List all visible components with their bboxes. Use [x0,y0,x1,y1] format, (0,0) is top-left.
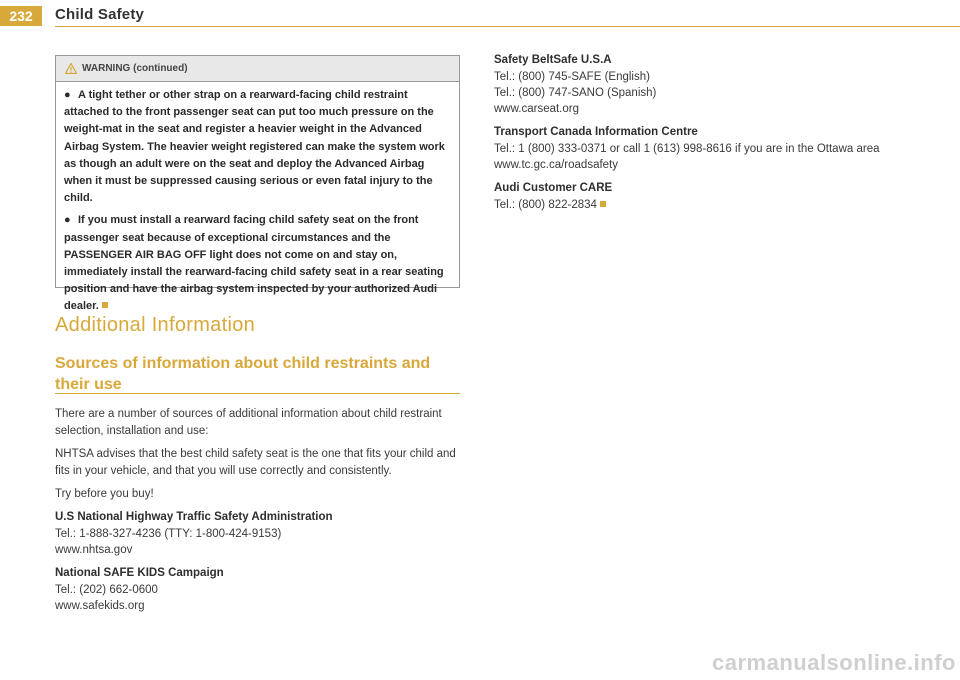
end-of-section-icon [600,201,606,207]
org-phone: Tel.: (800) 747-SANO (Spanish) [494,87,657,99]
org-phone: Tel.: (202) 662-0600 [55,584,158,596]
org-website-link[interactable]: www.carseat.org [494,103,580,115]
org-phone-text: Tel.: (800) 822-2834 [494,199,597,211]
org-entry [55,509,465,558]
intro-paragraph: NHTSA advises that the best child safety seat is the one that fits your child and fits in your vehicle, and that you will use correctly and consistently. [55,448,456,477]
bullet-icon: ● [64,214,71,227]
end-of-section-icon [102,302,108,308]
org-entry [55,565,465,614]
org-website-link[interactable]: www.safekids.org [55,600,145,612]
section-title: Additional Information [55,314,256,336]
warning-body [56,82,459,316]
bullet-icon: ● [64,89,71,101]
right-column [494,52,934,220]
org-entry [494,180,934,213]
intro-paragraph: Try before you buy! [55,488,154,500]
org-website-link[interactable]: www.tc.gc.ca/roadsafety [494,159,618,171]
warning-triangle-icon [65,63,77,74]
page-header [0,0,960,28]
org-entry [494,52,934,117]
org-name: Audi Customer CARE [494,182,613,194]
subsection-title: Sources of information about child restraints and their use [55,355,431,393]
warning-paragraph [64,212,451,315]
subsection-rule [55,393,460,394]
org-phone: Tel.: (800) 745-SAFE (English) [494,71,650,83]
page-number: 232 [0,6,42,26]
org-name: National SAFE KIDS Campaign [55,567,224,579]
org-name: U.S National Highway Traffic Safety Administration [55,511,333,523]
warning-heading-bar [56,56,459,82]
org-phone [494,197,934,213]
warning-text: If you must install a rearward facing child safety seat on the front passenger seat because of exceptional circumstances and the PASSENGER AIR BAG OFF light does not come on and stay on, immediately install the rearward-facing child safety seat in a rear seating position and have the airbag system inspected by your authorized Audi dealer. [64,214,444,313]
warning-heading: WARNING (continued) [82,63,188,74]
org-entry [494,124,934,173]
chapter-title: Child Safety [55,6,145,23]
warning-paragraph [64,87,451,207]
org-phone: Tel.: 1 (800) 333-0371 or call 1 (613) 998-8616 if you are in the Ottawa area [494,143,880,155]
org-website-link[interactable]: www.nhtsa.gov [55,544,133,556]
warning-box [55,55,460,313]
org-phone: Tel.: 1-888-327-4236 (TTY: 1-800-424-9153) [55,528,282,540]
intro-paragraph: There are a number of sources of additional information about child restraint selection, installation and use: [55,408,442,437]
watermark: carmanualsonline.info [712,650,956,675]
header-rule [55,26,960,27]
org-name: Safety BeltSafe U.S.A [494,54,612,66]
left-column [55,406,465,621]
org-name: Transport Canada Information Centre [494,126,698,138]
warning-text: A tight tether or other strap on a rearward-facing child restraint attached to the front passenger seat can put too much pressure on the weight-mat in the seat and register a heavier weight in the Advanced Airbag System. The heavier weight registered can make the system work as though an adult were on the seat and deploy the Advanced Airbag when it must be suppressed causing serious or even fatal injury to the child. [64,89,445,205]
